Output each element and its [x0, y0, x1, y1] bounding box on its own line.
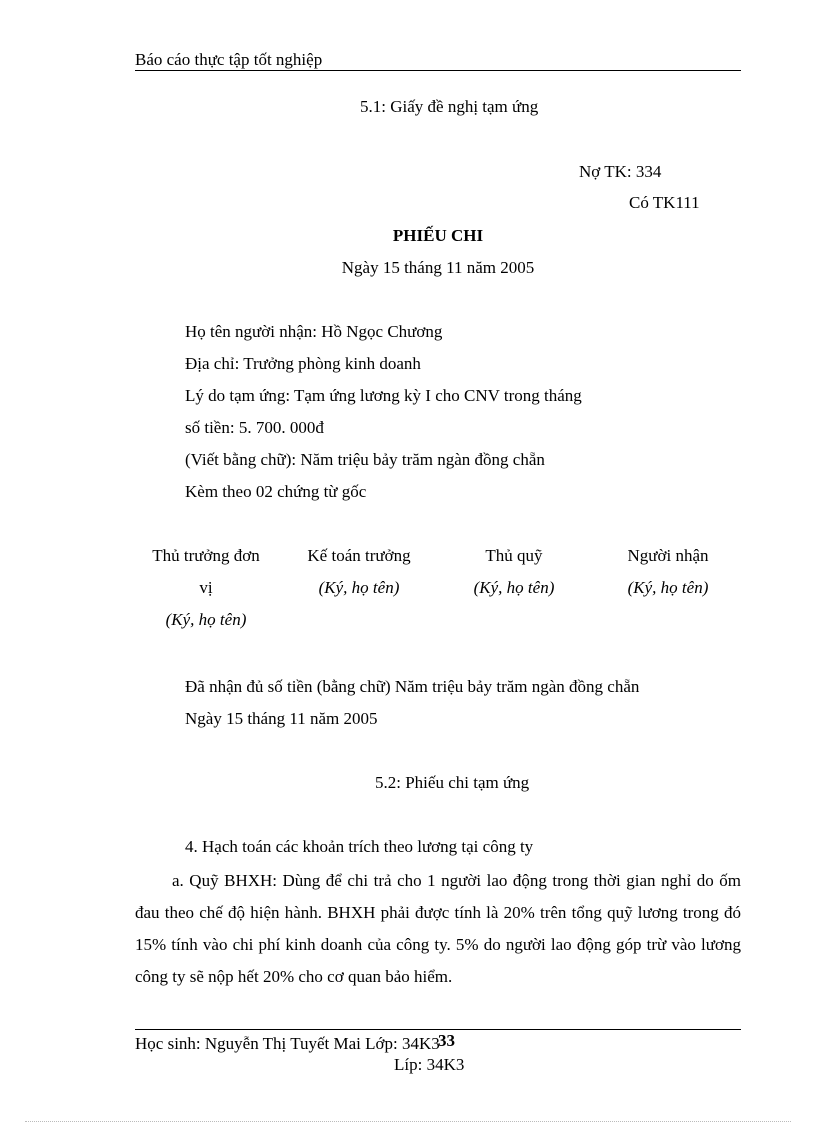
signature-cashier	[439, 540, 589, 604]
signature-role: Thủ quỹ	[485, 546, 543, 565]
field-attachments: Kèm theo 02 chứng từ gốc	[185, 482, 367, 501]
signature-role: Người nhận	[627, 546, 709, 565]
signature-hint: (Ký, họ tên)	[165, 610, 247, 629]
figure-caption-request: 5.1: Giấy đề nghị tạm ứng	[360, 97, 539, 116]
signature-hint: (Ký, họ tên)	[627, 578, 709, 597]
footer-class-line: Líp: 34K3	[394, 1055, 465, 1074]
received-date: Ngày 15 tháng 11 năm 2005	[185, 709, 378, 728]
signature-role: Thủ trưởng đơn	[152, 546, 260, 565]
page-bottom-edge	[25, 1121, 791, 1122]
figure-caption-voucher: 5.2: Phiếu chi tạm ứng	[375, 773, 530, 792]
voucher-date: Ngày 15 tháng 11 năm 2005	[341, 258, 535, 277]
footer-rule	[135, 1029, 741, 1030]
signature-role: Kế toán trưởng	[307, 546, 411, 565]
field-amount: số tiền: 5. 700. 000đ	[185, 418, 324, 437]
section-paragraph: a. Quỹ BHXH: Dùng để chi trả cho 1 người lao động trong thời gian nghỉ do ốm đau theo chế độ hiện hành. BHXH phải được tính là 20% trên tổng quỹ lương trong đó 15% tính vào chi phí kinh doanh của công ty. 5% do người lao động góp trừ vào lương công ty sẽ nộp hết 20% cho cơ quan bảo hiểm.	[135, 871, 741, 986]
signature-role-cont: vị	[199, 578, 213, 597]
page-header-title: Báo cáo thực tập tốt nghiệp	[135, 50, 323, 69]
section-heading: 4. Hạch toán các khoản trích theo lương tại công ty	[185, 837, 534, 856]
page-number: 33	[438, 1031, 455, 1050]
credit-account: Có TK111	[629, 193, 700, 212]
debit-account: Nợ TK: 334	[579, 162, 662, 181]
voucher-title: PHIẾU CHI	[392, 226, 484, 245]
header-rule	[135, 70, 741, 71]
received-statement: Đã nhận đủ số tiền (bằng chữ) Năm triệu bảy trăm ngàn đồng chẵn	[185, 677, 640, 696]
signature-hint: (Ký, họ tên)	[473, 578, 555, 597]
field-recipient-name: Họ tên người nhận: Hồ Ngọc Chương	[185, 322, 443, 341]
field-amount-in-words: (Viết bằng chữ): Năm triệu bảy trăm ngàn đồng chẵn	[185, 450, 545, 469]
field-advance-reason: Lý do tạm ứng: Tạm ứng lương kỳ I cho CNV trong tháng	[185, 386, 582, 405]
signature-recipient	[593, 540, 743, 604]
signature-hint: (Ký, họ tên)	[318, 578, 400, 597]
signature-director	[131, 540, 281, 636]
footer-student-info: Học sinh: Nguyễn Thị Tuyết Mai Lớp: 34K3	[135, 1034, 440, 1053]
signature-chief-accountant	[284, 540, 434, 604]
field-address: Địa chỉ: Trưởng phòng kinh doanh	[185, 354, 421, 373]
